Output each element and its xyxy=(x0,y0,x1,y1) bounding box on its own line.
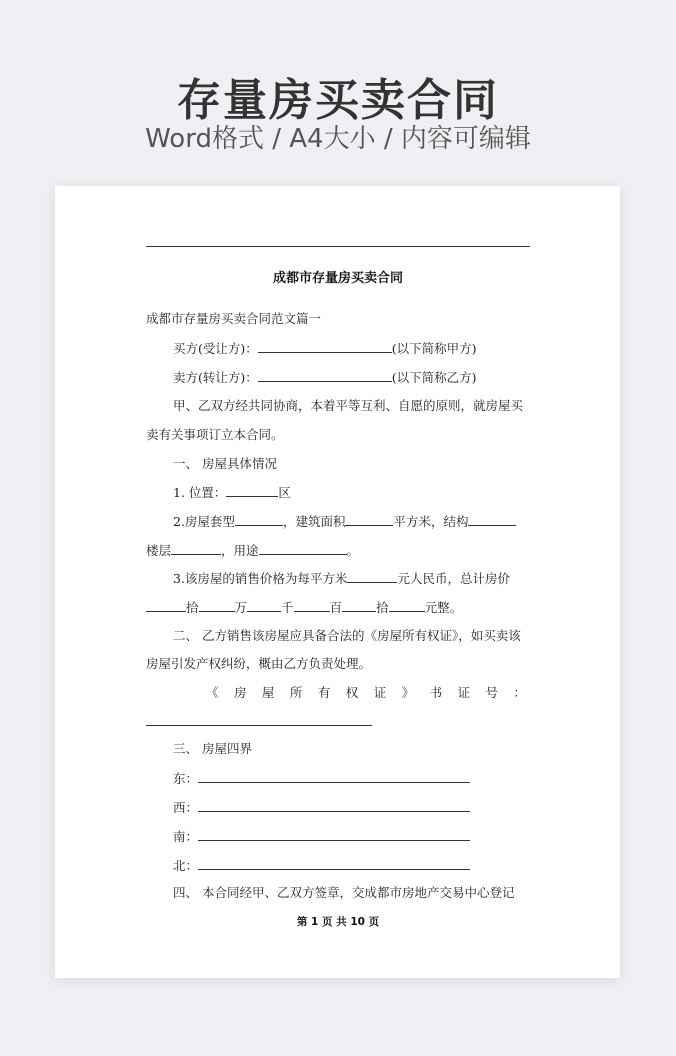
price-unit: 百 xyxy=(329,600,343,615)
cert-char: 屋 xyxy=(261,685,275,700)
seller-line xyxy=(146,369,530,386)
banner-subtitle: Word格式 / A4大小 / 内容可编辑 xyxy=(145,124,531,154)
header-rule xyxy=(146,246,530,247)
boundary-east-line xyxy=(146,770,530,787)
boundary-north-blank[interactable] xyxy=(198,857,470,870)
document-title: 成都市存量房买卖合同 xyxy=(272,271,403,286)
price-unit: 千 xyxy=(281,600,294,615)
cert-char: 号 xyxy=(485,685,499,700)
price-blank[interactable] xyxy=(342,599,376,612)
item-3-a: 3.该房屋的销售价格为每平方米 xyxy=(173,571,348,586)
seller-blank[interactable] xyxy=(258,369,392,382)
section-1-heading: 一、 房屋具体情况 xyxy=(173,456,277,471)
floor-blank[interactable] xyxy=(171,542,221,555)
item-2-line2-c: 。 xyxy=(346,543,360,558)
item-3-line-1 xyxy=(146,570,530,587)
section-2-line-1: 二、 乙方销售该房屋应具备合法的《房屋所有权证》，如买卖该 xyxy=(173,628,521,643)
section-4-line: 四、 本合同经甲、乙双方签章，交成都市房地产交易中心登记 xyxy=(173,885,515,900)
seller-suffix: (以下简称乙方) xyxy=(391,370,477,385)
item-2-a: 2.房屋套型 xyxy=(173,514,235,529)
boundary-west-label: 西： xyxy=(173,800,199,815)
location-blank[interactable] xyxy=(226,484,278,497)
item-2-line-2 xyxy=(146,542,530,559)
boundary-east-blank[interactable] xyxy=(198,770,470,783)
boundary-north-label: 北： xyxy=(173,858,199,873)
item-2-line-1 xyxy=(146,513,530,530)
item-2-c: 平方米，结构 xyxy=(393,514,469,529)
boundary-south-blank[interactable] xyxy=(198,828,470,841)
certificate-number-line xyxy=(146,685,530,701)
item-2-line2-a: 楼层 xyxy=(146,543,172,558)
cert-char: 权 xyxy=(345,685,359,700)
certificate-number-blank-line xyxy=(146,713,530,730)
item-2-b: ，建筑面积 xyxy=(282,514,346,529)
price-breakdown-line xyxy=(146,599,530,616)
usage-blank[interactable] xyxy=(259,542,347,555)
price-unit: 拾 xyxy=(186,600,199,615)
boundary-west-blank[interactable] xyxy=(198,799,470,812)
section-3-heading: 三、 房屋四界 xyxy=(173,741,252,756)
price-blank[interactable] xyxy=(199,599,235,612)
page-number: 第 1 页 共 10 页 xyxy=(296,916,380,928)
buyer-suffix: (以下简称甲方) xyxy=(391,341,477,356)
cert-char: 证 xyxy=(373,685,387,700)
intro-line-1: 甲、乙双方经共同协商，本着平等互利、自愿的原则，就房屋买 xyxy=(173,398,524,413)
cert-char: 《 xyxy=(206,685,219,700)
structure-blank[interactable] xyxy=(468,513,516,526)
cert-char: 房 xyxy=(233,685,247,700)
area-blank[interactable] xyxy=(345,513,393,526)
buyer-line xyxy=(146,340,530,357)
item-2-line2-b: ，用途 xyxy=(221,543,259,558)
item-1-line xyxy=(146,484,530,501)
unit-price-blank[interactable] xyxy=(347,570,397,583)
price-blank[interactable] xyxy=(146,599,186,612)
document-heading: 成都市存量房买卖合同范文篇一 xyxy=(146,311,322,326)
buyer-label: 买方(受让方)： xyxy=(173,341,258,356)
banner-title: 存量房买卖合同 xyxy=(177,75,499,126)
item-1-prefix: 1. 位置： xyxy=(173,485,227,500)
item-1-suffix: 区 xyxy=(278,485,291,500)
cert-char: 书 xyxy=(429,685,443,700)
boundary-west-line xyxy=(146,799,530,816)
cert-char: 证 xyxy=(457,685,471,700)
price-unit: 元整。 xyxy=(424,600,463,615)
cert-char: 所 xyxy=(289,685,303,700)
price-blank[interactable] xyxy=(389,599,425,612)
price-unit: 拾 xyxy=(376,600,389,615)
price-blank[interactable] xyxy=(247,599,281,612)
certificate-number-blank[interactable] xyxy=(146,713,372,726)
intro-line-2: 卖有关事项订立本合同。 xyxy=(146,427,284,442)
seller-label: 卖方(转让方)： xyxy=(173,370,258,385)
cert-char: ： xyxy=(513,685,526,700)
boundary-east-label: 东： xyxy=(173,771,199,786)
section-2-line-2: 房屋引发产权纠纷，概由乙方负责处理。 xyxy=(146,656,372,671)
buyer-blank[interactable] xyxy=(258,340,392,353)
cert-char: 有 xyxy=(317,685,331,700)
price-unit: 万 xyxy=(234,600,248,615)
item-3-b: 元人民币，总计房价 xyxy=(397,571,510,586)
boundary-south-line xyxy=(146,828,530,845)
room-type-blank[interactable] xyxy=(235,513,283,526)
price-blank[interactable] xyxy=(294,599,330,612)
boundary-south-label: 南： xyxy=(173,829,199,844)
cert-char: 》 xyxy=(401,685,415,700)
boundary-north-line xyxy=(146,857,530,874)
